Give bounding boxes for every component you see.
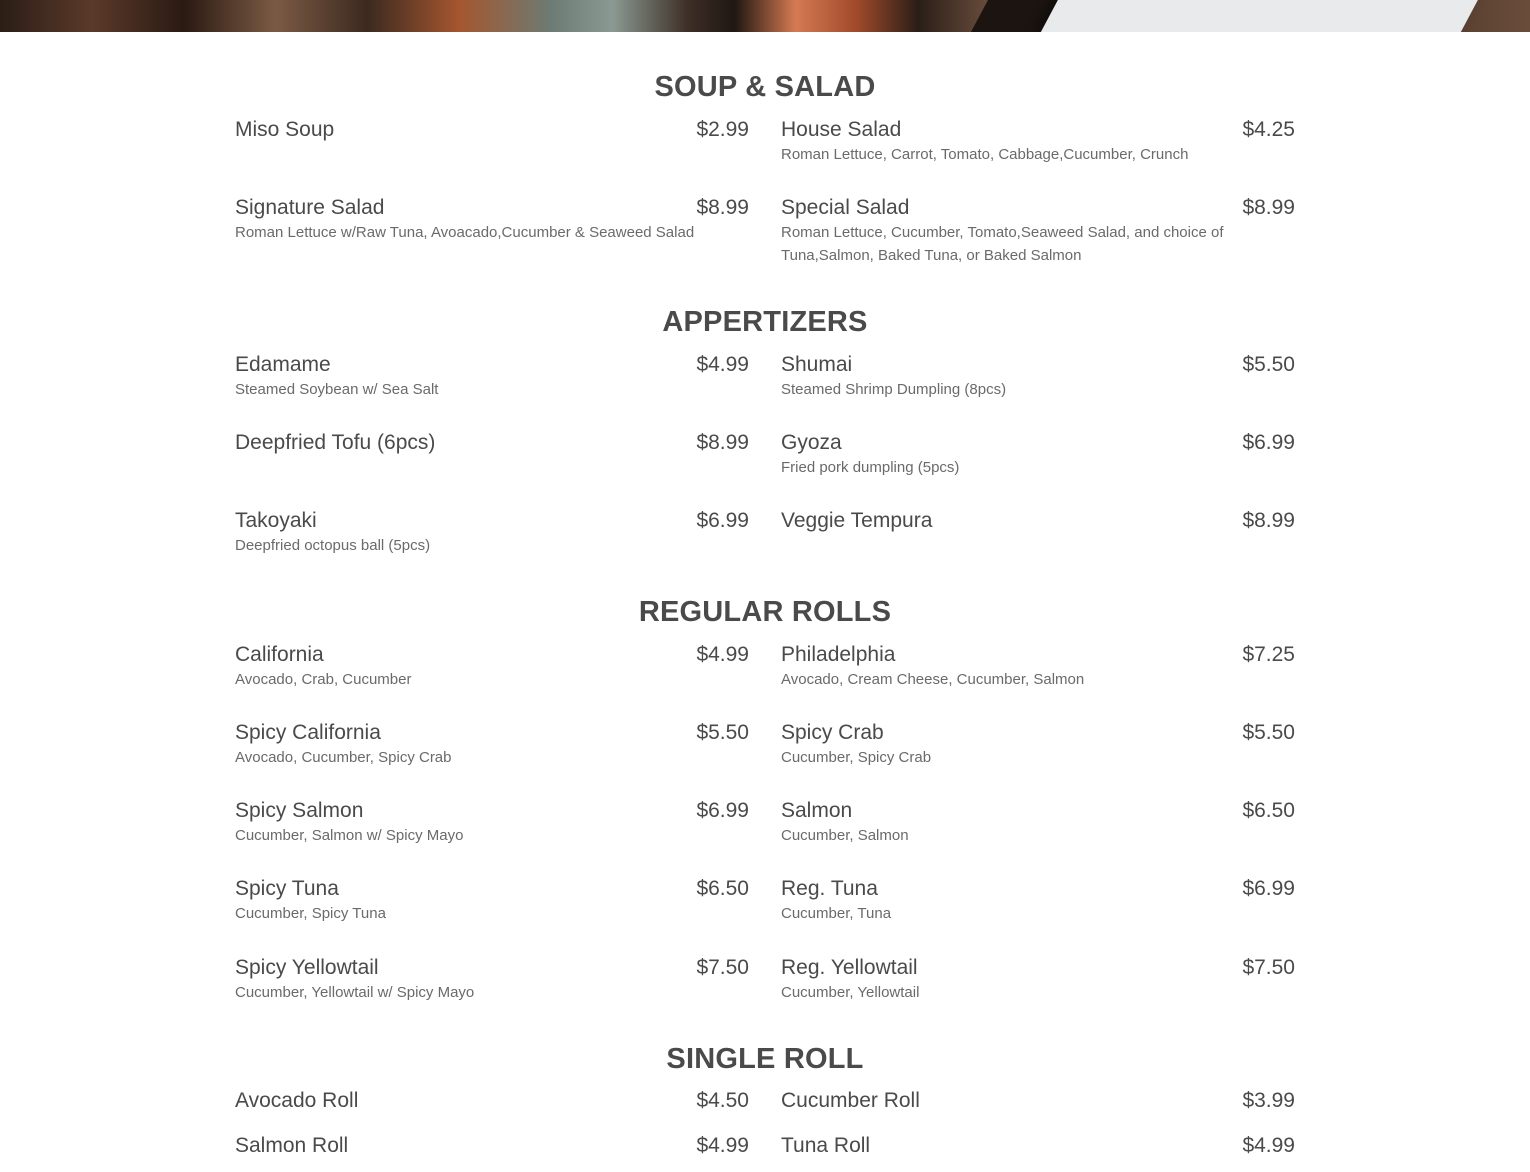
item-name: Reg. Tuna	[781, 877, 878, 900]
hero-banner-plate	[1041, 0, 1499, 32]
item-price: $4.99	[1242, 1134, 1295, 1157]
item-name: Cucumber Roll	[781, 1089, 920, 1112]
item-description: Avocado, Crab, Cucumber	[235, 671, 412, 688]
item-price: $5.50	[696, 721, 749, 744]
menu-item-house-salad	[781, 117, 1295, 166]
item-name: House Salad	[781, 118, 902, 141]
item-name: Miso Soup	[235, 118, 335, 141]
item-price: $6.99	[696, 509, 749, 532]
item-price: $4.99	[696, 643, 749, 666]
item-price: $5.50	[1242, 721, 1295, 744]
item-name: Gyoza	[781, 431, 842, 454]
menu-item-reg-yellowtail	[781, 955, 1295, 1004]
item-price: $8.99	[1242, 509, 1295, 532]
item-price: $7.25	[1242, 643, 1295, 666]
menu-item-philadelphia	[781, 642, 1295, 691]
section-title-appetizers: APPERTIZERS	[662, 306, 868, 338]
menu-item-deepfried-tofu	[235, 430, 749, 456]
menu-item-salmon-roll	[235, 1133, 749, 1159]
menu-item-edamame	[235, 352, 749, 401]
menu-item-signature-salad	[235, 195, 749, 244]
item-price: $4.25	[1242, 118, 1295, 141]
item-price: $2.99	[696, 118, 749, 141]
item-description: Steamed Shrimp Dumpling (8pcs)	[781, 381, 1007, 398]
item-name: Spicy Yellowtail	[235, 956, 379, 979]
menu-item-avocado-roll	[235, 1088, 749, 1114]
menu-item-cucumber-roll	[781, 1088, 1295, 1114]
item-price: $6.50	[1242, 799, 1295, 822]
item-description: Cucumber, Yellowtail	[781, 984, 920, 1001]
item-name: Salmon Roll	[235, 1134, 349, 1157]
menu-item-tuna-roll	[781, 1133, 1295, 1159]
item-price: $7.50	[696, 956, 749, 979]
item-name: Signature Salad	[235, 196, 385, 219]
menu-item-spicy-tuna	[235, 876, 749, 925]
item-name: Reg. Yellowtail	[781, 956, 918, 979]
section-title-regular-rolls: REGULAR ROLLS	[638, 596, 892, 628]
item-price: $6.99	[696, 799, 749, 822]
menu-item-spicy-yellowtail	[235, 955, 749, 1004]
menu-item-salmon	[781, 798, 1295, 847]
item-description: Avocado, Cream Cheese, Cucumber, Salmon	[781, 671, 1085, 688]
item-price: $3.99	[1242, 1089, 1295, 1112]
item-price: $6.50	[696, 877, 749, 900]
item-description: Cucumber, Salmon	[781, 827, 909, 844]
item-description: Cucumber, Yellowtail w/ Spicy Mayo	[235, 984, 475, 1001]
item-name: Spicy Crab	[781, 721, 884, 744]
item-description: Roman Lettuce, Carrot, Tomato, Cabbage,Cucumber, Crunch	[781, 146, 1189, 163]
menu-item-california	[235, 642, 749, 691]
item-description: Avocado, Cucumber, Spicy Crab	[235, 749, 452, 766]
item-price: $6.99	[1242, 431, 1295, 454]
menu-item-spicy-california	[235, 720, 749, 769]
menu-item-reg-tuna	[781, 876, 1295, 925]
item-price: $4.50	[696, 1089, 749, 1112]
item-name: Shumai	[781, 353, 853, 376]
item-description: Cucumber, Tuna	[781, 905, 892, 922]
item-price: $8.99	[696, 196, 749, 219]
item-description: Cucumber, Salmon w/ Spicy Mayo	[235, 827, 464, 844]
item-description: Cucumber, Spicy Tuna	[235, 905, 386, 922]
item-name: Tuna Roll	[781, 1134, 871, 1157]
item-description: Steamed Soybean w/ Sea Salt	[235, 381, 439, 398]
item-name: Spicy Tuna	[235, 877, 339, 900]
menu-item-special-salad	[781, 195, 1295, 267]
item-price: $5.50	[1242, 353, 1295, 376]
item-price: $4.99	[696, 1134, 749, 1157]
item-name: Takoyaki	[235, 509, 317, 532]
item-name: Avocado Roll	[235, 1089, 359, 1112]
item-name: Philadelphia	[781, 643, 896, 666]
menu-item-shumai	[781, 352, 1295, 401]
item-name: California	[235, 643, 324, 666]
section-title-single-roll: SINGLE ROLL	[666, 1043, 864, 1075]
item-price: $8.99	[1242, 196, 1295, 219]
item-description: Roman Lettuce w/Raw Tuna, Avoacado,Cucumber & Seaweed Salad	[235, 224, 695, 241]
menu-item-miso-soup	[235, 117, 749, 143]
item-description: Fried pork dumpling (5pcs)	[781, 459, 960, 476]
item-name: Salmon	[781, 799, 853, 822]
item-name: Special Salad	[781, 196, 910, 219]
menu-item-spicy-salmon	[235, 798, 749, 847]
item-price: $8.99	[696, 431, 749, 454]
item-description: Deepfried octopus ball (5pcs)	[235, 537, 431, 554]
item-price: $7.50	[1242, 956, 1295, 979]
hero-banner-image	[0, 0, 1530, 32]
item-name: Spicy California	[235, 721, 381, 744]
item-name: Spicy Salmon	[235, 799, 364, 822]
menu-item-gyoza	[781, 430, 1295, 479]
item-name: Edamame	[235, 353, 331, 376]
menu-item-veggie-tempura	[781, 508, 1295, 534]
item-description: Roman Lettuce, Cucumber, Tomato,Seaweed Salad, and choice of Tuna,Salmon, Baked Tuna, or Baked Salmon	[781, 224, 1224, 264]
menu-item-spicy-crab	[781, 720, 1295, 769]
item-description: Cucumber, Spicy Crab	[781, 749, 932, 766]
item-name: Veggie Tempura	[781, 509, 933, 532]
item-price: $4.99	[696, 353, 749, 376]
section-title-soup-salad: SOUP & SALAD	[654, 71, 876, 103]
item-price: $6.99	[1242, 877, 1295, 900]
menu-item-takoyaki	[235, 508, 749, 557]
item-name: Deepfried Tofu (6pcs)	[235, 431, 436, 454]
